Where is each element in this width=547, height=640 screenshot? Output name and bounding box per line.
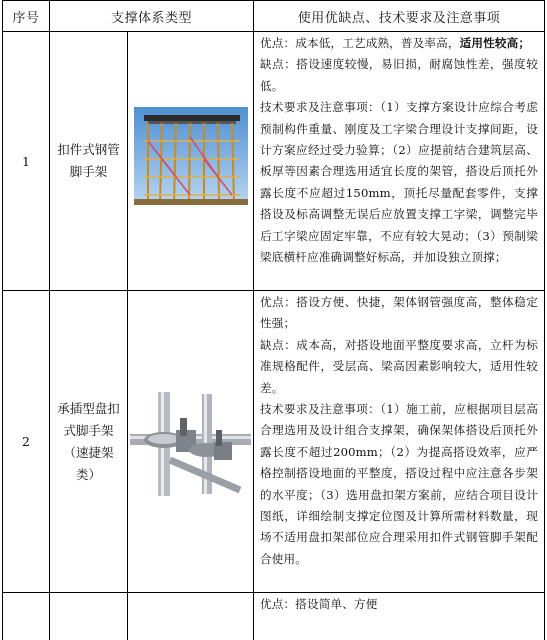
row3-description-partial: [254, 593, 544, 633]
row2-cons: 缺点：成本高，对搭设地面平整度要求高，立杆为标准规格配件，受层高、梁高因素影响较大，适用性较差。: [260, 337, 538, 395]
row2-type-name: [50, 291, 127, 592]
row2-number: 2: [22, 434, 30, 449]
row1-tech-requirements: 技术要求及注意事项：（1）支撑方案设计应综合考虑预制构件重量、刚度及工字梁合理设计支撑间距，设计方案应经过受力验算；（2）应提前结合建筑层高、板厚等因素合理选用适宜长度的架管，搭设后顶托外露长度不应超过150mm，顶托尽量配套零件，支撑搭设及标高调整无误后应放置支撑工字梁，调整完毕后工字梁应固定牢靠，不应有较大晃动；（3）预制梁梁底横杆应准确调整好标高，并加设独立顶撑；: [260, 100, 538, 265]
row2-tech-requirements: 技术要求及注意事项：（1）施工前，应根据项目层高合理选用及设计组合支撑架，确保架体搭设后顶托外露长度不超过200mm；（2）为提高搭设效率，应严格控制搭设地面的平整度，搭设过程中应注意各步架的水平度；（3）选用盘扣架方案前，应结合项目设计图纸，详细绘制支撑定位图及计算所需材料数量，现场不适用盘扣架部位应合理采用扣件式钢管脚手架配合使用。: [260, 402, 538, 566]
row1-type-name: [50, 32, 127, 290]
row1-type-line2: 脚手架: [69, 164, 108, 179]
col-divider-image: [127, 31, 128, 640]
header-desc: 使用优缺点、技术要求及注意事项: [297, 10, 501, 26]
row1-description: [254, 32, 544, 290]
row1-type-line1: 扣件式钢管: [57, 142, 120, 157]
row2-type-line3: （速捷架: [63, 444, 114, 460]
row1-pros: [260, 33, 538, 54]
header-no: 序号: [12, 10, 40, 26]
table-border-right: [544, 0, 545, 640]
row1-cons: 缺点：搭设速度较慢，易旧损，耐腐蚀性差，强度较低。: [260, 57, 538, 93]
row2-type-line4: 类）: [75, 466, 101, 482]
scaffold-steel-pipe-photo: [134, 107, 248, 205]
row3-pros: 优点：搭设简单、方便: [260, 597, 378, 611]
header-type: 支撑体系类型: [110, 10, 192, 26]
row2-type-line2: 式脚手架: [63, 422, 114, 438]
row1-pros-text: 优点：成本低，工艺成熟，普及率高，: [260, 36, 460, 50]
disk-lock-scaffold-joint-photo: [130, 390, 251, 498]
row2-pros: 优点：搭设方便、快捷，架体钢管强度高，整体稳定性强；: [260, 295, 538, 331]
row2-description: [254, 291, 544, 592]
support-system-table: [2, 0, 545, 640]
row1-pros-highlight: 适用性较高；: [459, 36, 531, 50]
row2-type-line1: 承插型盘扣: [57, 400, 120, 416]
row1-number: 1: [22, 153, 30, 169]
